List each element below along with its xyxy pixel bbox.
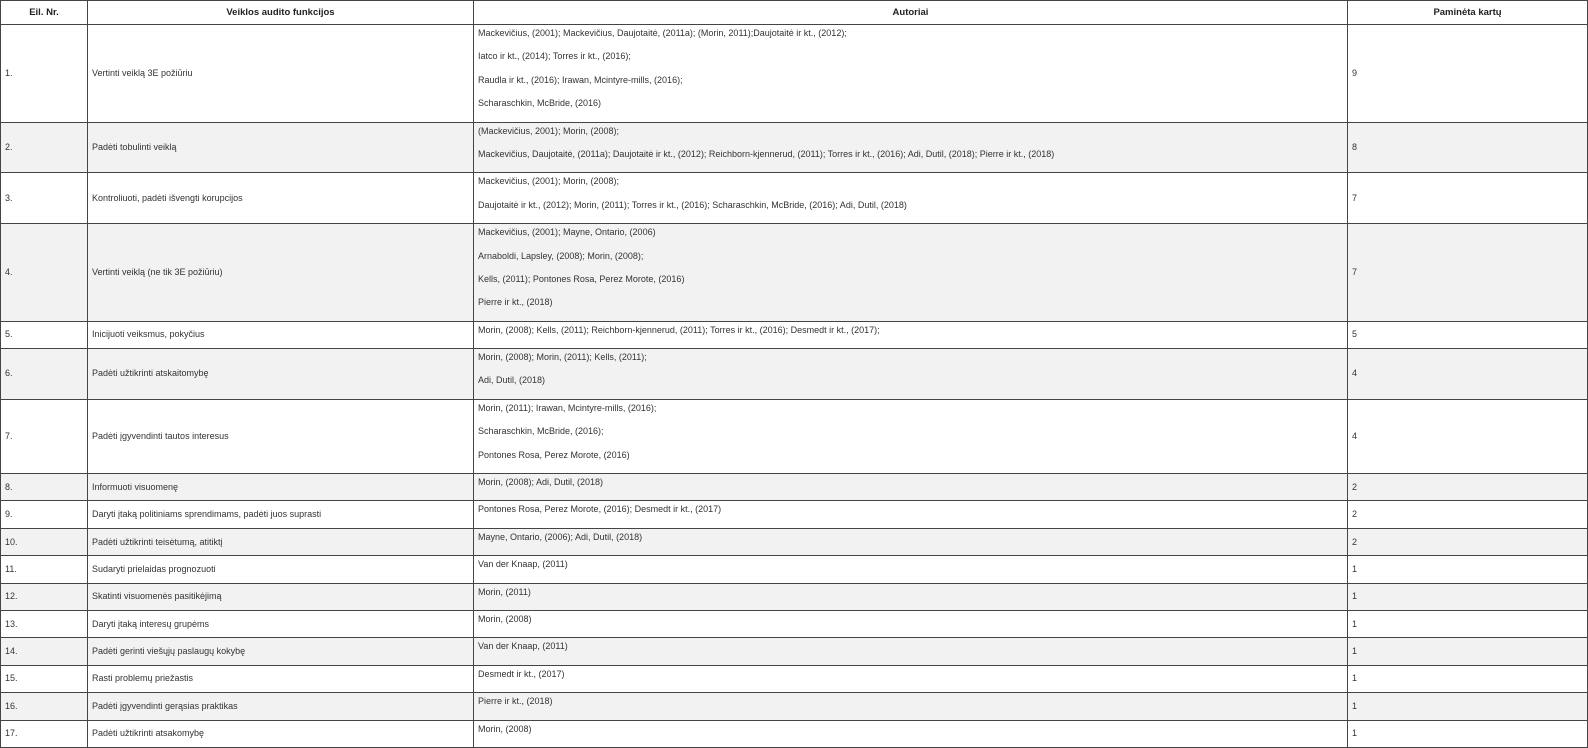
row-number: 10.: [1, 528, 88, 555]
row-number: 8.: [1, 474, 88, 501]
author-line: Morin, (2008); Kells, (2011); Reichborn-kjennerud, (2011); Torres ir kt., (2016); Desmedt ir kt., (2017);: [478, 324, 880, 335]
table-row: [1, 720, 1588, 747]
audit-function: Rasti problemų priežastis: [88, 665, 474, 692]
author-line: Desmedt ir kt., (2017): [478, 668, 565, 679]
audit-function: Daryti įtaką interesų grupėms: [88, 610, 474, 637]
header-nr: Eil. Nr.: [1, 1, 88, 25]
row-number: 5.: [1, 321, 88, 348]
audit-function: Kontroliuoti, padėti išvengti korupcijos: [88, 173, 474, 224]
row-number: 14.: [1, 638, 88, 665]
author-line: (Mackevičius, 2001); Morin, (2008);: [478, 125, 620, 136]
audit-function: Padėti įgyvendinti gerąsias praktikas: [88, 693, 474, 720]
mention-count: 8: [1348, 122, 1588, 173]
mention-count: 1: [1348, 638, 1588, 665]
mention-count: 1: [1348, 720, 1588, 747]
mention-count: 2: [1348, 474, 1588, 501]
mention-count: 5: [1348, 321, 1588, 348]
row-number: 7.: [1, 399, 88, 473]
mention-count: 1: [1348, 665, 1588, 692]
table-row: [1, 173, 1588, 224]
author-line: Kells, (2011); Pontones Rosa, Perez Morote, (2016): [478, 273, 685, 284]
authors-cell: [474, 474, 1348, 501]
authors-cell: [474, 173, 1348, 224]
audit-function: Padėti užtikrinti atskaitomybę: [88, 349, 474, 400]
audit-function: Inicijuoti veiksmus, pokyčius: [88, 321, 474, 348]
author-line: Scharaschkin, McBride, (2016);: [478, 426, 604, 437]
row-number: 1.: [1, 25, 88, 123]
authors-cell: [474, 528, 1348, 555]
author-line: Morin, (2008): [478, 613, 532, 624]
table-row: [1, 321, 1588, 348]
mention-count: 2: [1348, 501, 1588, 528]
table-row: [1, 693, 1588, 720]
author-line: Pierre ir kt., (2018): [478, 297, 553, 308]
author-line: Mackevičius, (2001); Morin, (2008);: [478, 176, 620, 187]
authors-cell: [474, 25, 1348, 123]
author-line: Morin, (2011): [478, 586, 531, 597]
row-number: 3.: [1, 173, 88, 224]
row-number: 6.: [1, 349, 88, 400]
author-line: Morin, (2008); Morin, (2011); Kells, (2011);: [478, 352, 647, 363]
audit-function: Padėti užtikrinti atsakomybę: [88, 720, 474, 747]
audit-function: Padėti gerinti viešųjų paslaugų kokybę: [88, 638, 474, 665]
table-row: [1, 122, 1588, 173]
authors-cell: [474, 321, 1348, 348]
table-row: [1, 399, 1588, 473]
author-line: Pontones Rosa, Perez Morote, (2016); Desmedt ir kt., (2017): [478, 504, 722, 515]
authors-cell: [474, 501, 1348, 528]
mention-count: 1: [1348, 610, 1588, 637]
author-line: Pontones Rosa, Perez Morote, (2016): [478, 449, 630, 460]
row-number: 17.: [1, 720, 88, 747]
authors-cell: [474, 349, 1348, 400]
table-row: [1, 583, 1588, 610]
audit-function: Informuoti visuomenę: [88, 474, 474, 501]
author-line: Mackevičius, (2001); Mayne, Ontario, (2006): [478, 227, 656, 238]
author-line: Morin, (2008): [478, 723, 532, 734]
audit-function: Skatinti visuomenės pasitikėjimą: [88, 583, 474, 610]
audit-function: Sudaryti prielaidas prognozuoti: [88, 556, 474, 583]
authors-cell: [474, 224, 1348, 322]
table-row: [1, 638, 1588, 665]
author-line: Scharaschkin, McBride, (2016): [478, 98, 602, 109]
author-line: Iatco ir kt., (2014); Torres ir kt., (2016);: [478, 51, 631, 62]
row-number: 16.: [1, 693, 88, 720]
authors-cell: [474, 720, 1348, 747]
header-function: Veiklos audito funkcijos: [88, 1, 474, 25]
author-line: Van der Knaap, (2011): [478, 559, 568, 570]
author-line: Van der Knaap, (2011): [478, 641, 568, 652]
mention-count: 2: [1348, 528, 1588, 555]
audit-function: Vertinti veiklą 3E požiūriu: [88, 25, 474, 123]
author-line: Morin, (2008); Adi, Dutil, (2018): [478, 477, 604, 488]
authors-cell: [474, 399, 1348, 473]
author-line: Mackevičius, (2001); Mackevičius, Daujotaitė, (2011a); (Morin, 2011);Daujotaitė ir kt., (2012);: [478, 28, 847, 38]
table-row: [1, 665, 1588, 692]
authors-cell: [474, 638, 1348, 665]
mention-count: 1: [1348, 583, 1588, 610]
author-line: Morin, (2011); Irawan, Mcintyre-mills, (2016);: [478, 402, 657, 413]
authors-cell: [474, 122, 1348, 173]
header-count: Paminėta kartų: [1348, 1, 1588, 25]
table-row: [1, 610, 1588, 637]
table-row: [1, 349, 1588, 400]
table-row: [1, 556, 1588, 583]
audit-function: Padėti užtikrinti teisėtumą, atitiktį: [88, 528, 474, 555]
row-number: 13.: [1, 610, 88, 637]
author-line: Mackevičius, Daujotaitė, (2011a); Daujotaitė ir kt., (2012); Reichborn-kjennerud, (2011); Torres ir kt., (2016); Adi, Dutil, (2018); Pierre ir kt., (2018): [478, 148, 1055, 159]
authors-cell: [474, 610, 1348, 637]
table-row: [1, 25, 1588, 123]
author-line: Adi, Dutil, (2018): [478, 375, 546, 386]
mention-count: 1: [1348, 693, 1588, 720]
mention-count: 7: [1348, 173, 1588, 224]
row-number: 12.: [1, 583, 88, 610]
audit-function: Vertinti veiklą (ne tik 3E požiūriu): [88, 224, 474, 322]
header-row: [1, 1, 1588, 25]
authors-cell: [474, 556, 1348, 583]
row-number: 4.: [1, 224, 88, 322]
table-row: [1, 528, 1588, 555]
mention-count: 4: [1348, 349, 1588, 400]
audit-function: Padėti tobulinti veiklą: [88, 122, 474, 173]
audit-function: Padėti įgyvendinti tautos interesus: [88, 399, 474, 473]
author-line: Pierre ir kt., (2018): [478, 696, 553, 707]
authors-cell: [474, 583, 1348, 610]
authors-cell: [474, 693, 1348, 720]
row-number: 11.: [1, 556, 88, 583]
author-line: Daujotaitė ir kt., (2012); Morin, (2011); Torres ir kt., (2016); Scharaschkin, McBride, (2016); Adi, Dutil, (2018): [478, 199, 907, 210]
mention-count: 9: [1348, 25, 1588, 123]
header-authors: Autoriai: [474, 1, 1348, 25]
row-number: 9.: [1, 501, 88, 528]
table-row: [1, 224, 1588, 322]
mention-count: 7: [1348, 224, 1588, 322]
author-line: Mayne, Ontario, (2006); Adi, Dutil, (2018): [478, 531, 643, 542]
authors-cell: [474, 665, 1348, 692]
audit-function: Daryti įtaką politiniams sprendimams, padėti juos suprasti: [88, 501, 474, 528]
author-line: Raudla ir kt., (2016); Irawan, Mcintyre-mills, (2016);: [478, 74, 683, 85]
row-number: 15.: [1, 665, 88, 692]
table-row: [1, 501, 1588, 528]
row-number: 2.: [1, 122, 88, 173]
author-line: Arnaboldi, Lapsley, (2008); Morin, (2008);: [478, 250, 644, 261]
table-row: [1, 474, 1588, 501]
mention-count: 1: [1348, 556, 1588, 583]
mention-count: 4: [1348, 399, 1588, 473]
